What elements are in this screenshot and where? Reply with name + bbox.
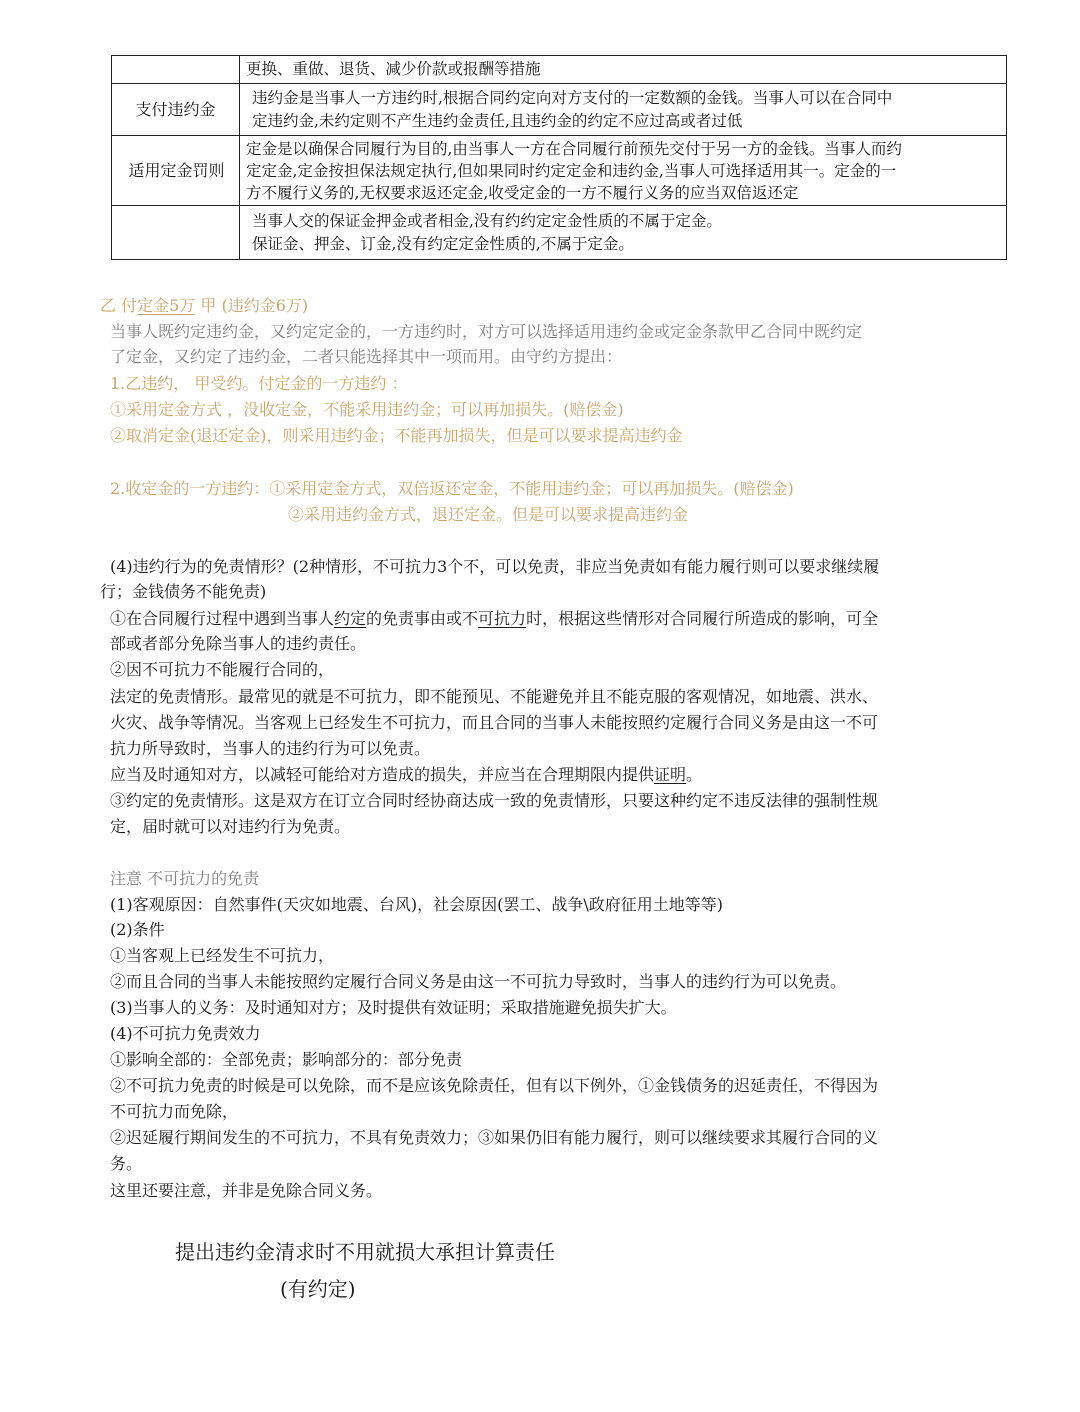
table-row-label: 支付违约金 xyxy=(112,84,240,136)
agreed-exemption-2: 定，届时就可以对违约行为免责。 xyxy=(110,817,351,836)
case-1-option-a: ①采用定金方式 ，没收定金，不能采用违约金；可以再加损失。(赔偿金) xyxy=(110,400,624,419)
statutory-exemption-1: 法定的免责情形。最常见的就是不可抗力，即不能预见、不能避免并且不能克服的客观情况，如地震、洪水、 xyxy=(110,687,879,706)
force-majeure-line: 不可抗力而免除， xyxy=(110,1102,239,1121)
table-row-content: 当事人交的保证金押金或者相金,没有约约定定金性质的不属于定金。 保证金、押金、订金,没有约定定金性质的,不属于定金。 xyxy=(240,206,1007,260)
exemption-question-2: 行；金钱债务不能免责) xyxy=(100,582,267,601)
table-row xyxy=(112,136,1007,206)
table-row-label xyxy=(112,56,240,84)
table-row xyxy=(112,56,1007,84)
force-majeure-line: 务。 xyxy=(110,1154,143,1173)
table-row-content: 违约金是当事人一方违约时,根据合同约定向对方支付的一定数额的金钱。当事人可以在合同中 定违约金,未约定则不产生违约金责任,且违约金的约定不应过高或者过低 xyxy=(240,84,1007,136)
case-1-option-b: ②取消定金(退还定金)，则采用违约金；不能再加损失，但是可以要求提高违约金 xyxy=(110,426,683,445)
remedies-table xyxy=(111,55,1007,260)
exemption-point-1-cont: 部或者部分免除当事人的违约责任。 xyxy=(110,634,367,653)
force-majeure-line: 这里还要注意，并非是免除合同义务。 xyxy=(110,1181,383,1200)
table-row xyxy=(112,206,1007,260)
deposit-heading: 乙 付定金5万 甲 (违约金6万) xyxy=(100,296,309,315)
deposit-amount: 定金5万 xyxy=(137,296,196,315)
force-majeure-line: (1)客观原因：自然事件(天灾如地震、台风)，社会原因(罢工、战争\政府征用土地等等) xyxy=(110,895,724,914)
footer-note-paren: (有约定) xyxy=(280,1277,356,1301)
notify-obligation: 应当及时通知对方，以减轻可能给对方造成的损失，并应当在合理期限内提供证明。 xyxy=(110,765,703,784)
force-majeure-line: (4)不可抗力免责效力 xyxy=(110,1024,261,1043)
deposit-intro-1: 当事人既约定违约金，又约定定金的，一方违约时，对方可以选择适用违约金或定金条款甲乙合同中既约定 xyxy=(110,322,863,341)
force-majeure-line: ②迟延履行期间发生的不可抗力，不具有免责效力；③如果仍旧有能力履行，则可以继续要求其履行合同的义 xyxy=(110,1128,879,1147)
table-row-label xyxy=(112,206,240,260)
exemption-point-1: ①在合同履行过程中遇到当事人约定的免责事由或不可抗力时，根据这些情形对合同履行所造成的影响，可全 xyxy=(110,609,879,628)
deposit-intro-2: 了定金，又约定了违约金，二者只能选择其中一项而用。由守约方提出： xyxy=(110,347,623,366)
table-row-content: 更换、重做、退货、减少价款或报酬等措施 xyxy=(240,56,1007,84)
case-2-option-a: 2.收定金的一方违约：①采用定金方式，双倍返还定金，不能用违约金；可以再加损失。(赔偿金) xyxy=(110,479,794,498)
agreed-exemption-1: ③约定的免责情形。这是双方在订立合同时经协商达成一致的免责情形，只要这种约定不违反法律的强制性规 xyxy=(110,791,879,810)
force-majeure-title: 注意 不可抗力的免责 xyxy=(110,869,260,888)
force-majeure-line: (3)当事人的义务：及时通知对方；及时提供有效证明；采取措施避免损失扩大。 xyxy=(110,998,677,1017)
footer-note: 提出违约金清求时不用就损大承担计算责任 xyxy=(175,1240,555,1264)
force-majeure-line: ①影响全部的：全部免责；影响部分的：部分免责 xyxy=(110,1050,463,1069)
force-majeure-line: ①当客观上已经发生不可抗力， xyxy=(110,946,335,965)
force-majeure-line: ②而且合同的当事人未能按照约定履行合同义务是由这一不可抗力导致时，当事人的违约行为可以免责。 xyxy=(110,972,847,991)
force-majeure-line: ②不可抗力免责的时候是可以免除，而不是应该免除责任，但有以下例外，①金钱债务的迟延责任，不得因为 xyxy=(110,1076,879,1095)
table-row-label: 适用定金罚则 xyxy=(112,136,240,206)
force-majeure-line: (2)条件 xyxy=(110,920,165,939)
case-2-option-b: ②采用违约金方式，退还定金。但是可以要求提高违约金 xyxy=(288,505,689,524)
exemption-question-1: (4)违约行为的免责情形？(2种情形，不可抗力3个不，可以免责，非应当免责如有能力履行则可以要求继续履 xyxy=(110,557,880,576)
statutory-exemption-2: 火灾、战争等情况。当客观上已经发生不可抗力，而且合同的当事人未能按照约定履行合同义务是由这一不可 xyxy=(110,713,879,732)
table-row-content: 定金是以确保合同履行为目的,由当事人一方在合同履行前预先交付于另一方的金钱。当事人而约 定定金,定金按担保法规定执行,但如果同时约定定金和违约金,当事人可选择适用其一。定金的一 方不履行义务的,无权要求返还定金,收受定金的一方不履行义务的应当双倍返还定 xyxy=(240,136,1007,206)
case-1-title: 1.乙违约， 甲受约。付定金的一方违约 ： xyxy=(110,374,408,393)
statutory-exemption-3: 抗力所导致时，当事人的违约行为可以免责。 xyxy=(110,739,431,758)
table-row xyxy=(112,84,1007,136)
exemption-point-2: ②因不可抗力不能履行合同的， xyxy=(110,660,335,679)
